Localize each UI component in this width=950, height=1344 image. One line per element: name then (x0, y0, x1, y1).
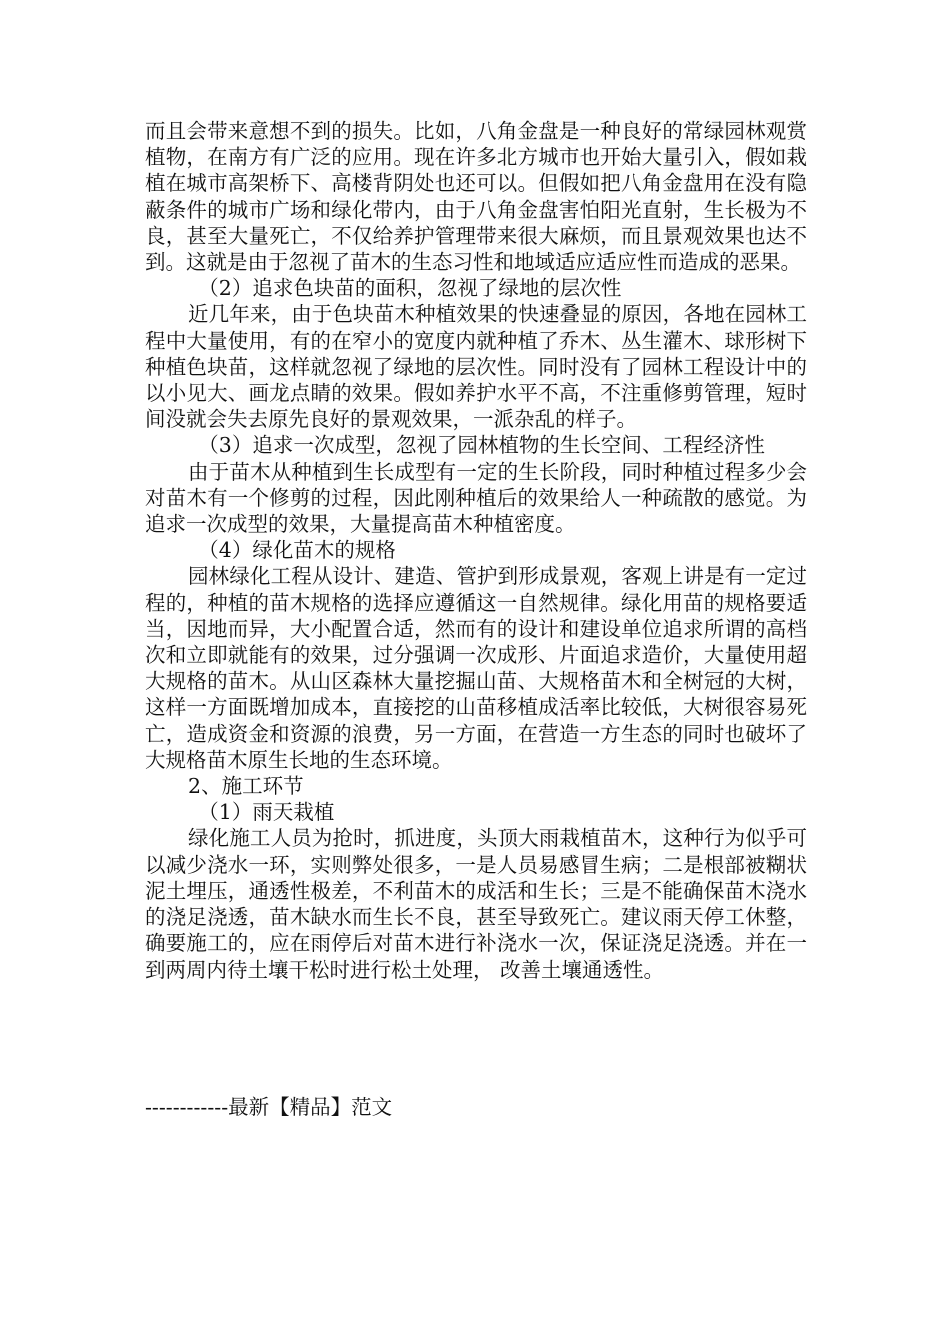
subheading-2: （2）追求色块苗的面积，忽视了绿地的层次性 (198, 276, 622, 301)
paragraph: 由于苗木从种植到生长成型有一定的生长阶段，同时种植过程多少会对苗木有一个修剪的过程，因此刚种植后的效果给人一种疏散的感觉。为追求一次成型的效果，大量提高苗木种植密度。 (145, 459, 807, 537)
subheading-1: （1）雨天栽植 (198, 800, 335, 825)
section-heading: 2、施工环节 (188, 774, 304, 799)
paragraph: 近几年来，由于色块苗木种植效果的快速叠显的原因，各地在园林工程中大量使用，有的在窄小的宽度内就种植了乔木、丛生灌木、球形树下种植色块苗，这样就忽视了绿地的层次性。同时没有了园林工程设计中的以小见大、画龙点睛的效果。假如养护水平不高，不注重修剪管理，短时间没就会失去原先良好的景观效果，一派杂乱的样子。 (145, 302, 807, 432)
paragraph-continued: 而且会带来意想不到的损失。比如，八角金盘是一种良好的常绿园林观赏植物，在南方有广泛的应用。现在许多北方城市也开始大量引入，假如栽植在城市高架桥下、高楼背阴处也还可以。但假如把八角金盘用在没有隐蔽条件的城市广场和绿化带内，由于八角金盘害怕阳光直射，生长极为不良，甚至大量死亡，不仅给养护管理带来很大麻烦，而且景观效果也达不到。这就是由于忽视了苗木的生态习性和地域适应适应性而造成的恶果。 (145, 119, 807, 275)
page-footer: ------------最新【精品】范文 (145, 1095, 393, 1119)
subheading-4: （4）绿化苗木的规格 (198, 538, 396, 563)
paragraph: 园林绿化工程从设计、建造、管护到形成景观，客观上讲是有一定过程的，种植的苗木规格的选择应遵循这一自然规律。绿化用苗的规格要适当，因地而异，大小配置合适，然而有的设计和建设单位追求所谓的高档次和立即就能有的效果，过分强调一次成形、片面追求造价，大量使用超大规格的苗木。从山区森林大量挖掘山苗、大规格苗木和全树冠的大树， 这样一方面既增加成本，直接挖的山苗移植成活率比较低，大树很容易死亡，造成资金和资源的浪费，另一方面，在营造一方生态的同时也破坏了大规格苗木原生长地的生态环境。 (145, 564, 807, 772)
subheading-3: （3）追求一次成型，忽视了园林植物的生长空间、工程经济性 (198, 433, 765, 458)
paragraph: 绿化施工人员为抢时，抓进度，头顶大雨栽植苗木，这种行为似乎可以减少浇水一环，实则弊处很多，一是人员易感冒生病；二是根部被糊状泥土埋压，通透性极差，不利苗木的成活和生长；三是不能确保苗木浇水的浇足浇透，苗木缺水而生长不良，甚至导致死亡。建议雨天停工休整，确要施工的，应在雨停后对苗木进行补浇水一次，保证浇足浇透。并在一到两周内待土壤干松时进行松土处理， 改善土壤通透性。 (145, 826, 807, 982)
document-body (145, 118, 807, 983)
